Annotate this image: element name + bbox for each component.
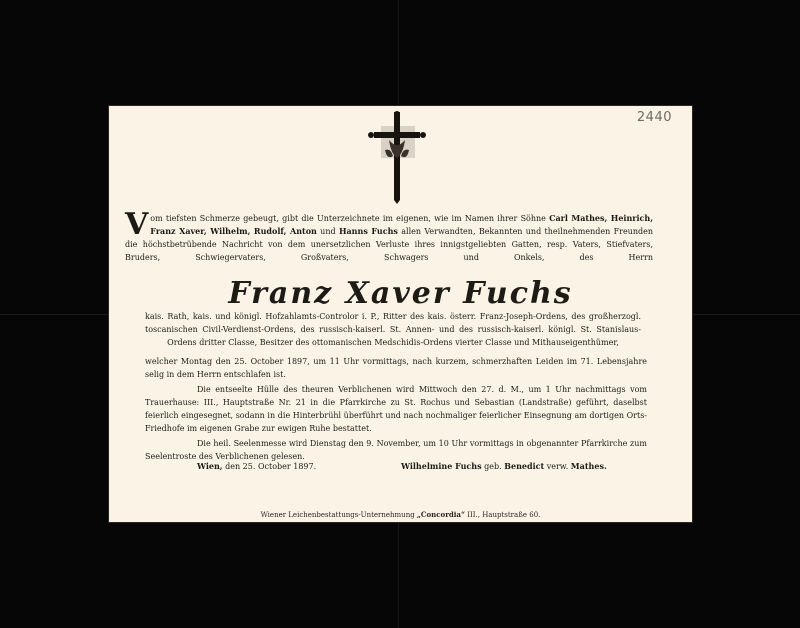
dropcap-letter: V xyxy=(125,207,149,242)
death-notice-sheet xyxy=(109,106,692,522)
archive-number: 2440 xyxy=(636,110,672,125)
intro-paragraph xyxy=(125,207,654,264)
son-hanns: Hanns Fuchs xyxy=(338,226,398,236)
intro-text-b: und xyxy=(316,227,339,236)
signer-née: geb. xyxy=(481,462,505,471)
death-notice-paragraph: welcher Montag den 25. October 1897, um 11 Uhr vormittags, nach kurzem, schmerzhaften Leiden im 71. Lebensjahre selig in dem Herrn entschlafen ist. xyxy=(145,357,647,379)
footer-text-a: Wiener Leichenbestattungs-Unternehmung xyxy=(260,511,417,519)
intro-text-a: om tiefsten Schmerze gebeugt, gibt die Unterzeichnete im eigenen, wie im Namen ihrer Söhne xyxy=(150,214,550,223)
mass-paragraph: Die heil. Seelenmesse wird Dienstag den 9. November, um 10 Uhr vormittags in obgenannter Pfarrkirche zum Seelentroste des Verblichenen gelesen. xyxy=(145,439,647,461)
signature-line xyxy=(401,461,607,471)
intro-text-c: allen Verwandten, Bekannten und theilnehmenden Freunden die höchstbetrübende Nachricht von dem unersetzlichen Verluste ihres innigstgeliebten Gatten, resp. Vaters, Stiefvaters, Bruders, Schwiegervaters, Großvaters, Schwagers und Onkels, des Herrn xyxy=(125,227,654,262)
date: den 25. October 1897. xyxy=(222,462,317,471)
funeral-paragraph: Die entseelte Hülle des theuren Verblichenen wird Mittwoch den 27. d. M., um 1 Uhr nachmittags vom Trauerhause: III., Hauptstraße Nr. 21 in die Pfarrkirche zu St. Rochus und Sebastian (Landstraße) geführt, daselbst feierlich eingesegnet, sodann in die Hinterbrühl überführt und nach nochmaliger feierlicher Einsegnung am dortigen Orts-Friedhofe im eigenen Grabe zur ewigen Ruhe bestattet. xyxy=(145,385,647,433)
place: Wien, xyxy=(197,461,223,471)
place-date xyxy=(197,461,316,471)
cross-icon xyxy=(365,110,429,206)
deceased-titles: kais. Rath, kais. und königl. Hofzahlamts-Controlor i. P., Ritter des kais. österr. Franz-Joseph-Ordens, des großherzogl. toscanischen Civil-Verdienst-Ordens, des russisch-kaiserl. St. Annen- und des russisch-kaiserl. königl. St. Stanislaus-Ordens dritter Classe, Besitzer des ottomanischen Medschidis-Ordens vierter Classe und Mithauseigenthümer, xyxy=(145,312,641,347)
deceased-name: Franz Xaver Fuchs xyxy=(228,276,573,311)
signer-previous-name: Mathes. xyxy=(570,461,607,471)
signer-maiden-name: Benedict xyxy=(504,461,545,471)
signer-widowed: verw. xyxy=(544,462,571,471)
signer-name: Wilhelmine Fuchs xyxy=(401,461,482,471)
sons-names: Carl Mathes, Heinrich, Franz Xaver, Wilhelm, Rudolf, Anton xyxy=(150,213,653,236)
undertaker-footer xyxy=(109,510,692,519)
footer-text-b: III., Hauptstraße 60. xyxy=(465,511,541,519)
footer-firm: „Concordia“ xyxy=(416,510,465,519)
